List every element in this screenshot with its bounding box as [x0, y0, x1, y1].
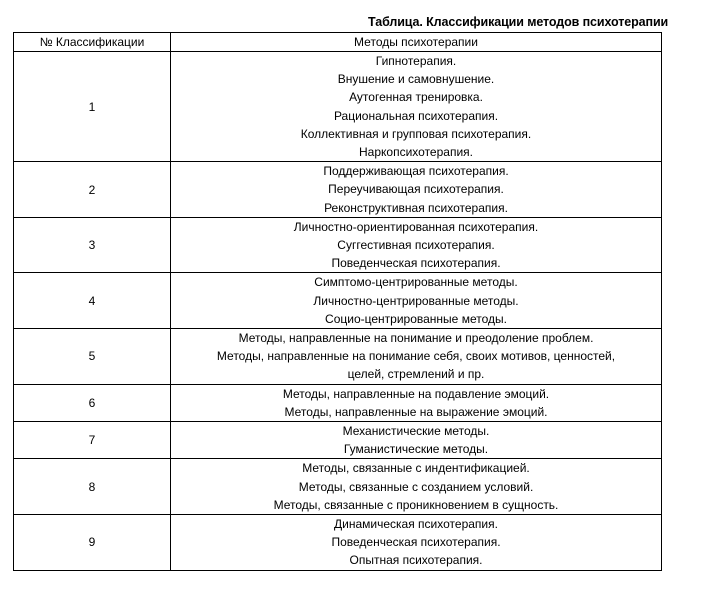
- method-line: Суггестивная психотерапия.: [337, 238, 495, 253]
- method-line: Коллективная и групповая психотерапия.: [300, 126, 532, 141]
- classification-number: 5: [14, 329, 171, 385]
- method-line: Опытная психотерапия.: [349, 553, 483, 568]
- header-classification-number: № Классификации: [14, 33, 171, 52]
- method-line: Рациональная психотерапия.: [333, 108, 499, 123]
- method-line: Социо-центрированные методы.: [325, 311, 507, 326]
- methods-cell: [171, 384, 662, 421]
- method-line: Аутогенная тренировка.: [349, 90, 483, 105]
- classification-number: 7: [14, 422, 171, 459]
- table-row: [14, 52, 662, 162]
- method-line: Поведенческая психотерапия.: [331, 535, 501, 550]
- method-line: Методы, направленные на выражение эмоций.: [284, 404, 548, 419]
- classification-number: 3: [14, 217, 171, 273]
- method-line: Динамическая психотерапия.: [334, 517, 498, 532]
- classification-number: 6: [14, 384, 171, 421]
- table-row: [14, 422, 662, 459]
- method-line: Механистические методы.: [342, 424, 490, 439]
- methods-cell: [171, 329, 662, 385]
- methods-cell: [171, 459, 662, 515]
- method-line: Методы, направленные на понимание и преодоление проблем.: [238, 331, 594, 346]
- table-row: [14, 217, 662, 273]
- method-line: Переучивающая психотерапия.: [328, 182, 504, 197]
- methods-cell: [171, 52, 662, 162]
- classification-table: [13, 32, 662, 571]
- classification-number: 1: [14, 52, 171, 162]
- method-line: целей, стремлений и пр.: [347, 367, 485, 382]
- method-line: Методы, связанные с созданием условий.: [298, 479, 534, 494]
- method-line: Личностно-центрированные методы.: [313, 293, 519, 308]
- table-row: [14, 162, 662, 218]
- methods-cell: [171, 217, 662, 273]
- method-line: Методы, связанные с проникновением в сущность.: [273, 497, 559, 512]
- table-title: Таблица. Классификации методов психотерапии: [368, 15, 669, 29]
- methods-cell: [171, 515, 662, 571]
- header-methods: Методы психотерапии: [171, 33, 662, 52]
- table-row: [14, 384, 662, 421]
- table-body: [14, 52, 662, 571]
- method-line: Внушение и самовнушение.: [337, 72, 495, 87]
- method-line: Гуманистические методы.: [343, 442, 489, 457]
- method-line: Наркопсихотерапия.: [359, 145, 473, 160]
- method-line: Поведенческая психотерапия.: [331, 256, 501, 271]
- method-line: Поддерживающая психотерапия.: [323, 164, 509, 179]
- classification-number: 4: [14, 273, 171, 329]
- classification-number: 2: [14, 162, 171, 218]
- table-row: [14, 273, 662, 329]
- table-row: [14, 459, 662, 515]
- table-header-row: [14, 33, 662, 52]
- method-line: Методы, связанные с индентификацией.: [302, 461, 530, 476]
- method-line: Гипнотерапия.: [375, 54, 457, 68]
- method-line: Методы, направленные на понимание себя, своих мотивов, ценностей,: [216, 349, 616, 364]
- method-line: Методы, направленные на подавление эмоций.: [282, 386, 550, 401]
- methods-cell: [171, 162, 662, 218]
- classification-number: 9: [14, 515, 171, 571]
- table-row: [14, 515, 662, 571]
- method-line: Симптомо-центрированные методы.: [314, 275, 518, 290]
- classification-number: 8: [14, 459, 171, 515]
- method-line: Реконструктивная психотерапия.: [324, 200, 508, 215]
- methods-cell: [171, 422, 662, 459]
- methods-cell: [171, 273, 662, 329]
- table-row: [14, 329, 662, 385]
- method-line: Личностно-ориентированная психотерапия.: [293, 219, 539, 234]
